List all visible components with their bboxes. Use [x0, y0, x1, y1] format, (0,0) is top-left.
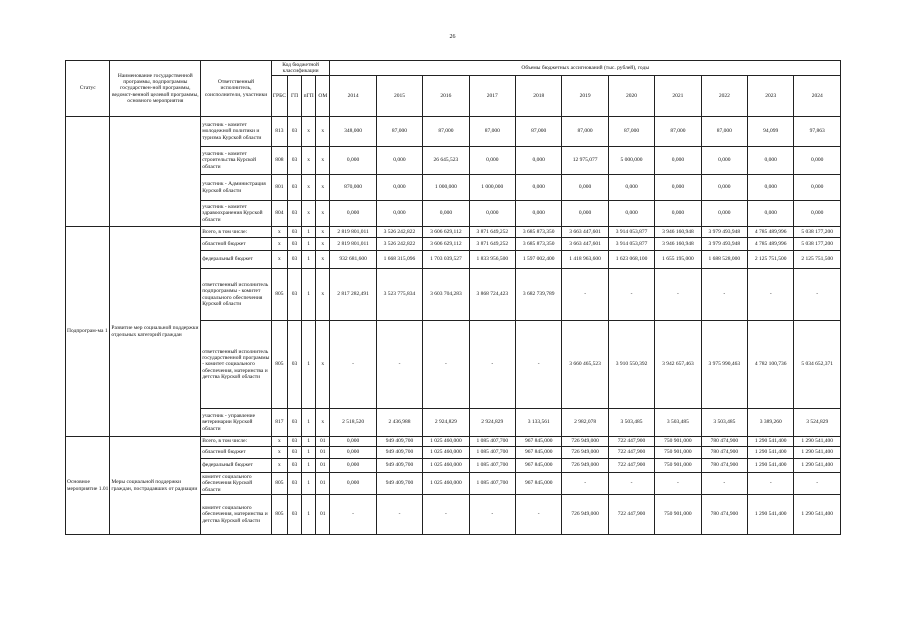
value-cell: 1 000,000 — [469, 175, 515, 201]
value-cell: 0,000 — [655, 147, 701, 175]
grbs-cell: 817 — [271, 409, 287, 437]
header-status: Статус — [66, 61, 110, 117]
gp-cell: 03 — [287, 147, 301, 175]
value-cell: 87,000 — [562, 117, 608, 147]
value-cell: - — [701, 269, 747, 321]
value-cell: 0,000 — [608, 201, 654, 227]
value-cell: 1 623 068,100 — [608, 251, 654, 269]
value-cell: 750 901,000 — [655, 447, 701, 459]
value-cell: 2 125 751,500 — [748, 251, 794, 269]
value-cell: 1 290 541,400 — [794, 437, 841, 447]
value-cell: 3 503,485 — [608, 409, 654, 437]
value-cell: 3 979 493,948 — [701, 227, 747, 238]
value-cell: 726 949,000 — [562, 495, 608, 535]
value-cell: 870,000 — [330, 175, 376, 201]
executor-cell: комитет социального обеспечения Курской области — [201, 473, 272, 495]
budget-table — [65, 60, 841, 535]
value-cell: 750 901,000 — [655, 459, 701, 473]
pgp-cell: 1 — [302, 238, 316, 251]
name-cell — [110, 117, 201, 227]
page-number: 26 — [449, 34, 456, 40]
pgp-cell: х — [302, 175, 316, 201]
executor-cell: ответственный исполнитель государственной программы - комитет социального обеспечения, материнства и детства Курской области — [201, 321, 272, 409]
header-code-col: ОМ — [316, 76, 330, 117]
om-cell: х — [316, 175, 330, 201]
grbs-cell: 804 — [271, 201, 287, 227]
value-cell: 0,000 — [330, 437, 376, 447]
header-code-col: пГП — [302, 76, 316, 117]
value-cell: - — [376, 321, 422, 409]
value-cell: - — [701, 473, 747, 495]
value-cell: - — [608, 473, 654, 495]
grbs-cell: х — [271, 459, 287, 473]
pgp-cell: 1 — [302, 495, 316, 535]
executor-cell: участник - управление ветеринарии Курской области — [201, 409, 272, 437]
value-cell: 1 085 407,700 — [469, 447, 515, 459]
header-year: 2021 — [655, 76, 701, 117]
gp-cell: 03 — [287, 409, 301, 437]
gp-cell: 03 — [287, 437, 301, 447]
executor-cell: ответственный исполнитель подпрограммы - комитет социального обеспечения Курской области — [201, 269, 272, 321]
om-cell: х — [316, 117, 330, 147]
header-year: 2016 — [423, 76, 469, 117]
value-cell: 2 436,988 — [376, 409, 422, 437]
value-cell: 949 409,700 — [376, 447, 422, 459]
value-cell: 1 290 541,400 — [748, 459, 794, 473]
value-cell: 3 523 775,834 — [376, 269, 422, 321]
value-cell: - — [562, 473, 608, 495]
value-cell: 0,000 — [748, 175, 794, 201]
value-cell: 1 668 315,096 — [376, 251, 422, 269]
header-year: 2018 — [516, 76, 562, 117]
value-cell: 1 290 541,400 — [794, 459, 841, 473]
value-cell: 0,000 — [376, 175, 422, 201]
om-cell: 01 — [316, 437, 330, 447]
executor-cell: областной бюджет — [201, 238, 272, 251]
value-cell: 87,000 — [423, 117, 469, 147]
value-cell: - — [516, 321, 562, 409]
header-year: 2020 — [608, 76, 654, 117]
value-cell: 0,000 — [748, 201, 794, 227]
gp-cell: 03 — [287, 201, 301, 227]
executor-cell: Всего, в том числе: — [201, 437, 272, 447]
value-cell: 87,000 — [469, 117, 515, 147]
executor-cell: федеральный бюджет — [201, 459, 272, 473]
om-cell: 01 — [316, 473, 330, 495]
pgp-cell: 1 — [302, 409, 316, 437]
value-cell: 780 474,900 — [701, 459, 747, 473]
value-cell: 0,000 — [794, 175, 841, 201]
value-cell: 1 655 195,000 — [655, 251, 701, 269]
om-cell: х — [316, 269, 330, 321]
value-cell: 967 845,000 — [516, 447, 562, 459]
table-body — [66, 117, 841, 535]
value-cell: 3 685 873,350 — [516, 227, 562, 238]
value-cell: 4 785 489,996 — [748, 227, 794, 238]
om-cell: х — [316, 227, 330, 238]
value-cell: 3 606 629,112 — [423, 227, 469, 238]
value-cell: 0,000 — [562, 175, 608, 201]
value-cell: 722 447,900 — [608, 495, 654, 535]
gp-cell: 03 — [287, 321, 301, 409]
value-cell: 3 871 649,252 — [469, 238, 515, 251]
value-cell: 0,000 — [516, 201, 562, 227]
gp-cell: 03 — [287, 175, 301, 201]
value-cell: 1 833 956,500 — [469, 251, 515, 269]
value-cell: - — [608, 269, 654, 321]
value-cell: 0,000 — [608, 175, 654, 201]
value-cell: 932 681,600 — [330, 251, 376, 269]
grbs-cell: х — [271, 251, 287, 269]
pgp-cell: 1 — [302, 447, 316, 459]
value-cell: 5 034 652,371 — [794, 321, 841, 409]
value-cell: 0,000 — [330, 201, 376, 227]
value-cell: 0,000 — [701, 201, 747, 227]
value-cell: 726 949,000 — [562, 447, 608, 459]
value-cell: 2 518,520 — [330, 409, 376, 437]
grbs-cell: х — [271, 238, 287, 251]
value-cell: 0,000 — [469, 201, 515, 227]
value-cell: 967 845,000 — [516, 459, 562, 473]
value-cell: - — [794, 269, 841, 321]
value-cell: 348,000 — [330, 117, 376, 147]
value-cell: 3 685 873,350 — [516, 238, 562, 251]
value-cell: 3 871 649,252 — [469, 227, 515, 238]
pgp-cell: х — [302, 117, 316, 147]
value-cell: 5 038 177,200 — [794, 227, 841, 238]
gp-cell: 03 — [287, 251, 301, 269]
value-cell: 0,000 — [469, 147, 515, 175]
value-cell: 3 503,485 — [701, 409, 747, 437]
value-cell: - — [655, 269, 701, 321]
value-cell: 3 503,485 — [655, 409, 701, 437]
value-cell: 0,000 — [330, 459, 376, 473]
header-year: 2024 — [794, 76, 841, 117]
header-volumes: Объемы бюджетных ассигнований (тыс. рублей), годы — [330, 61, 841, 76]
pgp-cell: 1 — [302, 459, 316, 473]
pgp-cell: х — [302, 147, 316, 175]
gp-cell: 03 — [287, 495, 301, 535]
gp-cell: 03 — [287, 473, 301, 495]
om-cell: х — [316, 147, 330, 175]
om-cell: 01 — [316, 447, 330, 459]
value-cell: 2 819 801,011 — [330, 238, 376, 251]
value-cell: 1 025 460,000 — [423, 437, 469, 447]
value-cell: 722 447,900 — [608, 459, 654, 473]
pgp-cell: 1 — [302, 437, 316, 447]
value-cell: 1 290 541,400 — [748, 495, 794, 535]
value-cell: 3 942 657,463 — [655, 321, 701, 409]
value-cell: 967 845,000 — [516, 473, 562, 495]
om-cell: х — [316, 321, 330, 409]
value-cell: 3 979 493,948 — [701, 238, 747, 251]
value-cell: 2 924,829 — [469, 409, 515, 437]
value-cell: 1 085 407,700 — [469, 437, 515, 447]
header-year: 2015 — [376, 76, 422, 117]
value-cell: 0,000 — [330, 447, 376, 459]
header-year: 2017 — [469, 76, 515, 117]
value-cell: 949 409,700 — [376, 459, 422, 473]
value-cell: 1 025 460,000 — [423, 459, 469, 473]
value-cell: 722 447,900 — [608, 447, 654, 459]
value-cell: - — [330, 321, 376, 409]
value-cell: 1 025 460,000 — [423, 447, 469, 459]
value-cell: 3 975 990,463 — [701, 321, 747, 409]
value-cell: 2 125 751,500 — [794, 251, 841, 269]
value-cell: - — [469, 495, 515, 535]
table-row — [66, 437, 841, 447]
value-cell: 87,000 — [376, 117, 422, 147]
value-cell: 3 603 704,283 — [423, 269, 469, 321]
value-cell: - — [423, 321, 469, 409]
value-cell: 0,000 — [330, 473, 376, 495]
value-cell: 3 133,561 — [516, 409, 562, 437]
value-cell: 1 290 541,400 — [794, 447, 841, 459]
value-cell: 0,000 — [376, 201, 422, 227]
value-cell: 2 819 801,011 — [330, 227, 376, 238]
executor-cell: участник - комитет молодежной политики и туризма Курской области — [201, 117, 272, 147]
om-cell: х — [316, 409, 330, 437]
executor-cell: участник - комитет строительства Курской области — [201, 147, 272, 175]
value-cell: 1 025 460,000 — [423, 473, 469, 495]
value-cell: 2 982,078 — [562, 409, 608, 437]
value-cell: 1 418 963,600 — [562, 251, 608, 269]
value-cell: 3 946 160,948 — [655, 227, 701, 238]
value-cell: 0,000 — [376, 147, 422, 175]
value-cell: 5 038 177,200 — [794, 238, 841, 251]
header-year: 2019 — [562, 76, 608, 117]
value-cell: 0,000 — [794, 147, 841, 175]
value-cell: 0,000 — [748, 147, 794, 175]
gp-cell: 03 — [287, 227, 301, 238]
value-cell: 3 606 629,112 — [423, 238, 469, 251]
status-cell: Подпрограм-ма 1 — [66, 227, 110, 437]
value-cell: - — [748, 473, 794, 495]
value-cell: 750 901,000 — [655, 437, 701, 447]
value-cell: - — [655, 473, 701, 495]
pgp-cell: х — [302, 201, 316, 227]
header-code-col: ГРБС — [271, 76, 287, 117]
grbs-cell: 801 — [271, 175, 287, 201]
value-cell: 0,000 — [701, 147, 747, 175]
value-cell: 87,000 — [608, 117, 654, 147]
value-cell: 0,000 — [423, 201, 469, 227]
value-cell: - — [423, 495, 469, 535]
gp-cell: 03 — [287, 447, 301, 459]
value-cell: 722 447,900 — [608, 437, 654, 447]
value-cell: 0,000 — [655, 175, 701, 201]
value-cell: 780 474,900 — [701, 495, 747, 535]
value-cell: 3 663 447,601 — [562, 227, 608, 238]
header-name: Наименование государственной программы, подпрограммы государствен-ной программы, ведомст-венной целевой программы, основного мероприятия — [110, 61, 201, 117]
value-cell: 726 949,000 — [562, 459, 608, 473]
om-cell: х — [316, 238, 330, 251]
om-cell: 01 — [316, 495, 330, 535]
grbs-cell: 805 — [271, 473, 287, 495]
pgp-cell: 1 — [302, 227, 316, 238]
header-year: 2023 — [748, 76, 794, 117]
table-row — [66, 117, 841, 147]
header-year: 2014 — [330, 76, 376, 117]
value-cell: 3 914 053,877 — [608, 227, 654, 238]
status-cell — [66, 117, 110, 227]
grbs-cell: 805 — [271, 495, 287, 535]
value-cell: 87,000 — [701, 117, 747, 147]
value-cell: 1 703 039,527 — [423, 251, 469, 269]
name-cell: Меры социальной поддержки граждан, пострадавших от радиации — [110, 437, 201, 535]
om-cell: 01 — [316, 459, 330, 473]
value-cell: 1 688 528,000 — [701, 251, 747, 269]
grbs-cell: 813 — [271, 117, 287, 147]
name-cell: Развитие мер социальной поддержки отдельных категорий граждан — [110, 227, 201, 437]
value-cell: 1 290 541,400 — [794, 495, 841, 535]
table-row — [66, 227, 841, 238]
value-cell: 0,000 — [701, 175, 747, 201]
om-cell: х — [316, 251, 330, 269]
value-cell: 3 524,829 — [794, 409, 841, 437]
grbs-cell: х — [271, 227, 287, 238]
value-cell: 0,000 — [794, 201, 841, 227]
value-cell: 1 290 541,400 — [748, 437, 794, 447]
grbs-cell: х — [271, 437, 287, 447]
value-cell: 1 085 407,700 — [469, 459, 515, 473]
value-cell: - — [794, 473, 841, 495]
gp-cell: 03 — [287, 238, 301, 251]
executor-cell: участник - комитет здравоохранения Курской области — [201, 201, 272, 227]
value-cell: 726 949,000 — [562, 437, 608, 447]
value-cell: 949 409,700 — [376, 473, 422, 495]
value-cell: 1 085 407,700 — [469, 473, 515, 495]
value-cell: 3 868 724,423 — [469, 269, 515, 321]
value-cell: 12 975,077 — [562, 147, 608, 175]
value-cell: - — [330, 495, 376, 535]
executor-cell: федеральный бюджет — [201, 251, 272, 269]
pgp-cell: 1 — [302, 251, 316, 269]
value-cell: - — [376, 495, 422, 535]
grbs-cell: 805 — [271, 321, 287, 409]
value-cell: - — [562, 269, 608, 321]
value-cell: 3 910 550,392 — [608, 321, 654, 409]
gp-cell: 03 — [287, 117, 301, 147]
value-cell: 3 946 160,948 — [655, 238, 701, 251]
value-cell: 1 000,000 — [423, 175, 469, 201]
executor-cell: комитет социального обеспечения, материнства и детства Курской области — [201, 495, 272, 535]
value-cell: 0,000 — [330, 147, 376, 175]
value-cell: 3 663 447,601 — [562, 238, 608, 251]
pgp-cell: 1 — [302, 321, 316, 409]
om-cell: х — [316, 201, 330, 227]
value-cell: - — [516, 495, 562, 535]
executor-cell: областной бюджет — [201, 447, 272, 459]
value-cell: 94,099 — [748, 117, 794, 147]
grbs-cell: 808 — [271, 147, 287, 175]
executor-cell: участник - Администрация Курской области — [201, 175, 272, 201]
value-cell: 750 901,000 — [655, 495, 701, 535]
pgp-cell: 1 — [302, 473, 316, 495]
value-cell: 967 845,000 — [516, 437, 562, 447]
value-cell: 97,863 — [794, 117, 841, 147]
value-cell: 780 474,900 — [701, 447, 747, 459]
value-cell: 3 660 465,523 — [562, 321, 608, 409]
value-cell: 0,000 — [516, 175, 562, 201]
value-cell: 3 526 242,822 — [376, 238, 422, 251]
header-code-col: ГП — [287, 76, 301, 117]
status-cell: Основное мероприятие 1.01 — [66, 437, 110, 535]
value-cell: 3 682 739,789 — [516, 269, 562, 321]
gp-cell: 03 — [287, 269, 301, 321]
value-cell: - — [748, 269, 794, 321]
value-cell: 2 924,829 — [423, 409, 469, 437]
grbs-cell: х — [271, 447, 287, 459]
value-cell: 1 290 541,400 — [748, 447, 794, 459]
value-cell: 3 389,260 — [748, 409, 794, 437]
value-cell: 3 526 242,822 — [376, 227, 422, 238]
value-cell: 0,000 — [562, 201, 608, 227]
pgp-cell: 1 — [302, 269, 316, 321]
header-year: 2022 — [701, 76, 747, 117]
value-cell: 949 409,700 — [376, 437, 422, 447]
value-cell: 4 782 100,736 — [748, 321, 794, 409]
value-cell: 87,000 — [655, 117, 701, 147]
value-cell: 3 914 053,877 — [608, 238, 654, 251]
value-cell: 0,000 — [655, 201, 701, 227]
value-cell: 1 597 002,400 — [516, 251, 562, 269]
header-budget-code: Код бюджетной классификации — [271, 61, 330, 76]
value-cell: 26 645,523 — [423, 147, 469, 175]
header-executor: Ответственный исполнитель, соисполнители, участники — [201, 61, 272, 117]
grbs-cell: 805 — [271, 269, 287, 321]
value-cell: 780 474,900 — [701, 437, 747, 447]
value-cell: 4 785 489,996 — [748, 238, 794, 251]
value-cell: 87,000 — [516, 117, 562, 147]
value-cell: 0,000 — [516, 147, 562, 175]
value-cell: 5 000,000 — [608, 147, 654, 175]
value-cell: - — [469, 321, 515, 409]
executor-cell: Всего, в том числе: — [201, 227, 272, 238]
value-cell: 2 817 282,491 — [330, 269, 376, 321]
gp-cell: 03 — [287, 459, 301, 473]
